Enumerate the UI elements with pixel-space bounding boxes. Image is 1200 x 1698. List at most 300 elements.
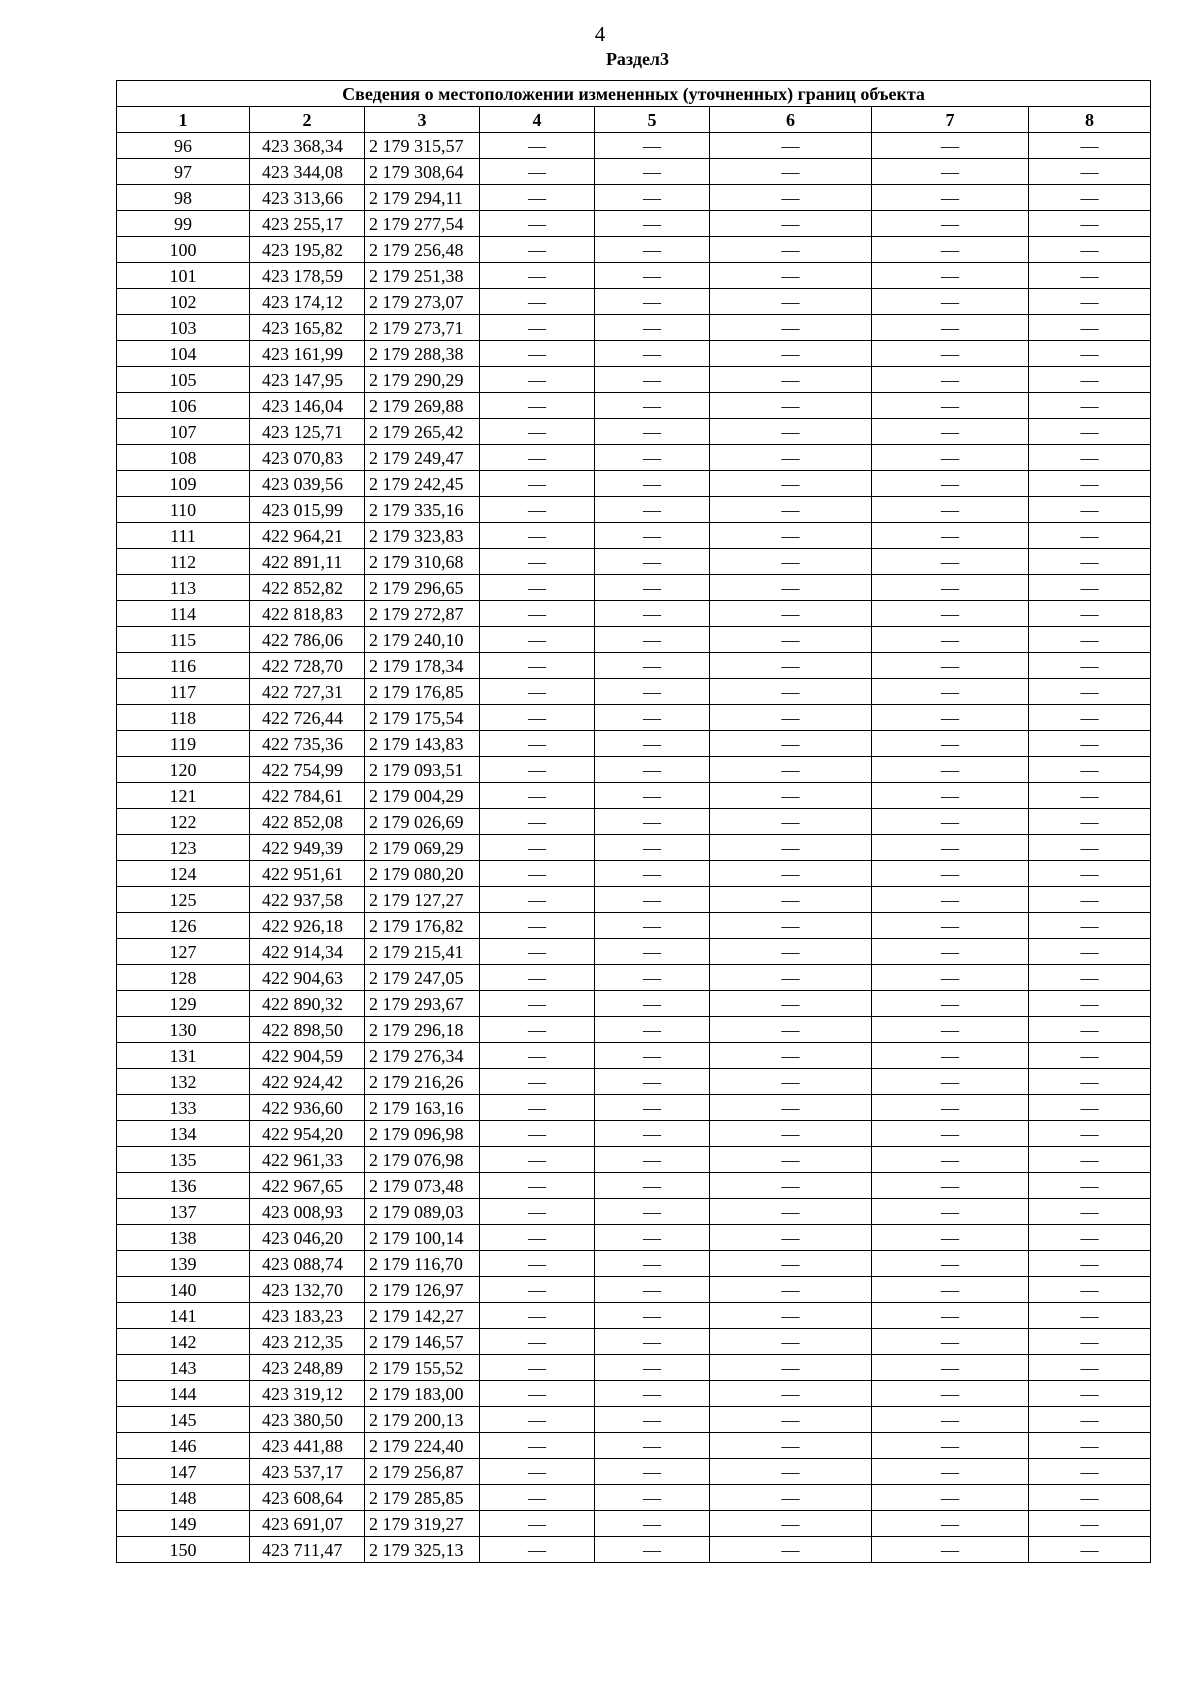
point-number-cell: 112 — [117, 549, 250, 575]
x-coordinate-cell: 423 441,88 — [250, 1433, 365, 1459]
point-number-cell: 115 — [117, 627, 250, 653]
empty-value-dash: — — [595, 263, 710, 289]
empty-value-dash: — — [872, 1147, 1029, 1173]
y-coordinate-cell: 2 179 277,54 — [365, 211, 480, 237]
empty-value-dash: — — [595, 1069, 710, 1095]
y-coordinate-cell: 2 179 163,16 — [365, 1095, 480, 1121]
point-number-cell: 130 — [117, 1017, 250, 1043]
x-coordinate-cell: 423 146,04 — [250, 393, 365, 419]
empty-value-dash: — — [872, 1407, 1029, 1433]
empty-value-dash: — — [710, 809, 872, 835]
point-number-cell: 127 — [117, 939, 250, 965]
empty-value-dash: — — [710, 1329, 872, 1355]
empty-value-dash: — — [710, 627, 872, 653]
empty-value-dash: — — [480, 1121, 595, 1147]
x-coordinate-cell: 423 608,64 — [250, 1485, 365, 1511]
empty-value-dash: — — [1029, 861, 1151, 887]
empty-value-dash: — — [710, 445, 872, 471]
empty-value-dash: — — [1029, 185, 1151, 211]
empty-value-dash: — — [595, 1355, 710, 1381]
empty-value-dash: — — [480, 1225, 595, 1251]
point-number-cell: 99 — [117, 211, 250, 237]
y-coordinate-cell: 2 179 127,27 — [365, 887, 480, 913]
empty-value-dash: — — [595, 1173, 710, 1199]
point-number-cell: 140 — [117, 1277, 250, 1303]
empty-value-dash: — — [710, 497, 872, 523]
x-coordinate-cell: 423 070,83 — [250, 445, 365, 471]
y-coordinate-cell: 2 179 272,87 — [365, 601, 480, 627]
y-coordinate-cell: 2 179 325,13 — [365, 1537, 480, 1563]
y-coordinate-cell: 2 179 026,69 — [365, 809, 480, 835]
point-number-cell: 147 — [117, 1459, 250, 1485]
table-row — [117, 159, 1151, 185]
empty-value-dash: — — [595, 1199, 710, 1225]
point-number-cell: 128 — [117, 965, 250, 991]
x-coordinate-cell: 423 691,07 — [250, 1511, 365, 1537]
column-header-4: 4 — [480, 107, 595, 133]
x-coordinate-cell: 422 852,08 — [250, 809, 365, 835]
empty-value-dash: — — [480, 575, 595, 601]
empty-value-dash: — — [595, 1251, 710, 1277]
empty-value-dash: — — [480, 939, 595, 965]
empty-value-dash: — — [872, 1225, 1029, 1251]
empty-value-dash: — — [872, 809, 1029, 835]
table-head — [117, 81, 1151, 133]
empty-value-dash: — — [710, 705, 872, 731]
empty-value-dash: — — [872, 835, 1029, 861]
y-coordinate-cell: 2 179 315,57 — [365, 133, 480, 159]
empty-value-dash: — — [480, 601, 595, 627]
column-header-8: 8 — [1029, 107, 1151, 133]
empty-value-dash: — — [710, 1199, 872, 1225]
table-row — [117, 1147, 1151, 1173]
empty-value-dash: — — [595, 549, 710, 575]
empty-value-dash: — — [1029, 315, 1151, 341]
table-row — [117, 523, 1151, 549]
empty-value-dash: — — [595, 237, 710, 263]
y-coordinate-cell: 2 179 200,13 — [365, 1407, 480, 1433]
empty-value-dash: — — [480, 887, 595, 913]
table-row — [117, 237, 1151, 263]
table-row — [117, 315, 1151, 341]
table-row — [117, 133, 1151, 159]
empty-value-dash: — — [1029, 1407, 1151, 1433]
x-coordinate-cell: 422 754,99 — [250, 757, 365, 783]
y-coordinate-cell: 2 179 126,97 — [365, 1277, 480, 1303]
x-coordinate-cell: 423 537,17 — [250, 1459, 365, 1485]
empty-value-dash: — — [595, 289, 710, 315]
empty-value-dash: — — [1029, 159, 1151, 185]
y-coordinate-cell: 2 179 215,41 — [365, 939, 480, 965]
point-number-cell: 100 — [117, 237, 250, 263]
empty-value-dash: — — [1029, 471, 1151, 497]
empty-value-dash: — — [710, 237, 872, 263]
empty-value-dash: — — [480, 445, 595, 471]
x-coordinate-cell: 422 818,83 — [250, 601, 365, 627]
table-caption: Сведения о местоположении измененных (уточненных) границ объекта — [117, 81, 1151, 107]
x-coordinate-cell: 423 178,59 — [250, 263, 365, 289]
empty-value-dash: — — [872, 861, 1029, 887]
column-header-row — [117, 107, 1151, 133]
point-number-cell: 102 — [117, 289, 250, 315]
empty-value-dash: — — [872, 705, 1029, 731]
empty-value-dash: — — [710, 1277, 872, 1303]
x-coordinate-cell: 423 088,74 — [250, 1251, 365, 1277]
empty-value-dash: — — [480, 757, 595, 783]
empty-value-dash: — — [710, 1407, 872, 1433]
empty-value-dash: — — [710, 211, 872, 237]
empty-value-dash: — — [710, 1225, 872, 1251]
y-coordinate-cell: 2 179 293,67 — [365, 991, 480, 1017]
empty-value-dash: — — [710, 939, 872, 965]
table-row — [117, 731, 1151, 757]
empty-value-dash: — — [872, 1433, 1029, 1459]
point-number-cell: 106 — [117, 393, 250, 419]
empty-value-dash: — — [480, 731, 595, 757]
x-coordinate-cell: 422 949,39 — [250, 835, 365, 861]
x-coordinate-cell: 422 936,60 — [250, 1095, 365, 1121]
table-row — [117, 1043, 1151, 1069]
table-row — [117, 1277, 1151, 1303]
empty-value-dash: — — [1029, 1355, 1151, 1381]
empty-value-dash: — — [1029, 1095, 1151, 1121]
empty-value-dash: — — [595, 1433, 710, 1459]
empty-value-dash: — — [595, 653, 710, 679]
empty-value-dash: — — [480, 523, 595, 549]
point-number-cell: 98 — [117, 185, 250, 211]
point-number-cell: 107 — [117, 419, 250, 445]
column-header-3: 3 — [365, 107, 480, 133]
empty-value-dash: — — [710, 1017, 872, 1043]
empty-value-dash: — — [710, 367, 872, 393]
point-number-cell: 108 — [117, 445, 250, 471]
x-coordinate-cell: 423 165,82 — [250, 315, 365, 341]
empty-value-dash: — — [480, 627, 595, 653]
table-row — [117, 549, 1151, 575]
empty-value-dash: — — [595, 1095, 710, 1121]
x-coordinate-cell: 423 195,82 — [250, 237, 365, 263]
empty-value-dash: — — [872, 939, 1029, 965]
table-row — [117, 1069, 1151, 1095]
empty-value-dash: — — [710, 601, 872, 627]
empty-value-dash: — — [1029, 445, 1151, 471]
empty-value-dash: — — [480, 237, 595, 263]
empty-value-dash: — — [710, 393, 872, 419]
empty-value-dash: — — [710, 1147, 872, 1173]
table-row — [117, 1459, 1151, 1485]
x-coordinate-cell: 422 891,11 — [250, 549, 365, 575]
table-row — [117, 991, 1151, 1017]
empty-value-dash: — — [710, 913, 872, 939]
empty-value-dash: — — [480, 471, 595, 497]
table-row — [117, 1537, 1151, 1563]
empty-value-dash: — — [480, 1433, 595, 1459]
column-header-1: 1 — [117, 107, 250, 133]
empty-value-dash: — — [480, 861, 595, 887]
empty-value-dash: — — [1029, 1303, 1151, 1329]
empty-value-dash: — — [480, 835, 595, 861]
y-coordinate-cell: 2 179 310,68 — [365, 549, 480, 575]
empty-value-dash: — — [1029, 991, 1151, 1017]
point-number-cell: 134 — [117, 1121, 250, 1147]
table-row — [117, 497, 1151, 523]
x-coordinate-cell: 423 380,50 — [250, 1407, 365, 1433]
empty-value-dash: — — [710, 1433, 872, 1459]
empty-value-dash: — — [872, 887, 1029, 913]
empty-value-dash: — — [872, 263, 1029, 289]
empty-value-dash: — — [480, 1199, 595, 1225]
empty-value-dash: — — [595, 679, 710, 705]
empty-value-dash: — — [595, 367, 710, 393]
empty-value-dash: — — [872, 1173, 1029, 1199]
empty-value-dash: — — [1029, 913, 1151, 939]
x-coordinate-cell: 422 951,61 — [250, 861, 365, 887]
empty-value-dash: — — [595, 1147, 710, 1173]
empty-value-dash: — — [595, 1381, 710, 1407]
empty-value-dash: — — [872, 1537, 1029, 1563]
empty-value-dash: — — [872, 627, 1029, 653]
y-coordinate-cell: 2 179 290,29 — [365, 367, 480, 393]
point-number-cell: 97 — [117, 159, 250, 185]
empty-value-dash: — — [480, 1017, 595, 1043]
empty-value-dash: — — [1029, 627, 1151, 653]
table-row — [117, 1017, 1151, 1043]
empty-value-dash: — — [872, 497, 1029, 523]
empty-value-dash: — — [1029, 1147, 1151, 1173]
empty-value-dash: — — [872, 471, 1029, 497]
empty-value-dash: — — [595, 1121, 710, 1147]
point-number-cell: 143 — [117, 1355, 250, 1381]
empty-value-dash: — — [710, 419, 872, 445]
empty-value-dash: — — [872, 1381, 1029, 1407]
x-coordinate-cell: 422 898,50 — [250, 1017, 365, 1043]
empty-value-dash: — — [710, 1121, 872, 1147]
empty-value-dash: — — [595, 341, 710, 367]
point-number-cell: 101 — [117, 263, 250, 289]
empty-value-dash: — — [710, 783, 872, 809]
table-row — [117, 1173, 1151, 1199]
empty-value-dash: — — [710, 1303, 872, 1329]
point-number-cell: 113 — [117, 575, 250, 601]
empty-value-dash: — — [595, 601, 710, 627]
point-number-cell: 146 — [117, 1433, 250, 1459]
y-coordinate-cell: 2 179 176,85 — [365, 679, 480, 705]
y-coordinate-cell: 2 179 224,40 — [365, 1433, 480, 1459]
empty-value-dash: — — [710, 887, 872, 913]
y-coordinate-cell: 2 179 100,14 — [365, 1225, 480, 1251]
empty-value-dash: — — [872, 1251, 1029, 1277]
x-coordinate-cell: 423 313,66 — [250, 185, 365, 211]
x-coordinate-cell: 423 008,93 — [250, 1199, 365, 1225]
empty-value-dash: — — [480, 1303, 595, 1329]
empty-value-dash: — — [710, 835, 872, 861]
empty-value-dash: — — [710, 549, 872, 575]
point-number-cell: 149 — [117, 1511, 250, 1537]
empty-value-dash: — — [595, 965, 710, 991]
empty-value-dash: — — [1029, 341, 1151, 367]
empty-value-dash: — — [1029, 783, 1151, 809]
empty-value-dash: — — [480, 705, 595, 731]
point-number-cell: 122 — [117, 809, 250, 835]
table-row — [117, 757, 1151, 783]
table-row — [117, 1329, 1151, 1355]
x-coordinate-cell: 423 125,71 — [250, 419, 365, 445]
point-number-cell: 129 — [117, 991, 250, 1017]
empty-value-dash: — — [1029, 1381, 1151, 1407]
column-header-5: 5 — [595, 107, 710, 133]
empty-value-dash: — — [872, 1017, 1029, 1043]
empty-value-dash: — — [480, 1381, 595, 1407]
empty-value-dash: — — [595, 991, 710, 1017]
empty-value-dash: — — [480, 1355, 595, 1381]
x-coordinate-cell: 422 786,06 — [250, 627, 365, 653]
y-coordinate-cell: 2 179 294,11 — [365, 185, 480, 211]
empty-value-dash: — — [595, 1485, 710, 1511]
table-row — [117, 1355, 1151, 1381]
x-coordinate-cell: 422 926,18 — [250, 913, 365, 939]
point-number-cell: 137 — [117, 1199, 250, 1225]
x-coordinate-cell: 423 711,47 — [250, 1537, 365, 1563]
x-coordinate-cell: 423 132,70 — [250, 1277, 365, 1303]
point-number-cell: 125 — [117, 887, 250, 913]
empty-value-dash: — — [595, 757, 710, 783]
empty-value-dash: — — [710, 1459, 872, 1485]
empty-value-dash: — — [595, 783, 710, 809]
x-coordinate-cell: 422 924,42 — [250, 1069, 365, 1095]
x-coordinate-cell: 423 183,23 — [250, 1303, 365, 1329]
point-number-cell: 123 — [117, 835, 250, 861]
empty-value-dash: — — [872, 419, 1029, 445]
x-coordinate-cell: 422 904,63 — [250, 965, 365, 991]
empty-value-dash: — — [872, 133, 1029, 159]
empty-value-dash: — — [480, 991, 595, 1017]
empty-value-dash: — — [872, 1511, 1029, 1537]
empty-value-dash: — — [480, 289, 595, 315]
empty-value-dash: — — [710, 1043, 872, 1069]
empty-value-dash: — — [595, 1537, 710, 1563]
x-coordinate-cell: 422 964,21 — [250, 523, 365, 549]
empty-value-dash: — — [872, 523, 1029, 549]
empty-value-dash: — — [872, 289, 1029, 315]
y-coordinate-cell: 2 179 116,70 — [365, 1251, 480, 1277]
empty-value-dash: — — [872, 367, 1029, 393]
empty-value-dash: — — [480, 809, 595, 835]
empty-value-dash: — — [1029, 211, 1151, 237]
table-row — [117, 627, 1151, 653]
empty-value-dash: — — [480, 315, 595, 341]
empty-value-dash: — — [595, 939, 710, 965]
y-coordinate-cell: 2 179 247,05 — [365, 965, 480, 991]
empty-value-dash: — — [595, 1329, 710, 1355]
point-number-cell: 118 — [117, 705, 250, 731]
empty-value-dash: — — [1029, 965, 1151, 991]
y-coordinate-cell: 2 179 080,20 — [365, 861, 480, 887]
empty-value-dash: — — [710, 679, 872, 705]
empty-value-dash: — — [480, 133, 595, 159]
empty-value-dash: — — [1029, 705, 1151, 731]
empty-value-dash: — — [480, 1095, 595, 1121]
table-body — [117, 133, 1151, 1563]
empty-value-dash: — — [1029, 601, 1151, 627]
y-coordinate-cell: 2 179 076,98 — [365, 1147, 480, 1173]
empty-value-dash: — — [872, 393, 1029, 419]
x-coordinate-cell: 422 890,32 — [250, 991, 365, 1017]
empty-value-dash: — — [595, 497, 710, 523]
point-number-cell: 126 — [117, 913, 250, 939]
column-header-2: 2 — [250, 107, 365, 133]
x-coordinate-cell: 422 784,61 — [250, 783, 365, 809]
y-coordinate-cell: 2 179 273,07 — [365, 289, 480, 315]
empty-value-dash: — — [710, 1173, 872, 1199]
point-number-cell: 135 — [117, 1147, 250, 1173]
empty-value-dash: — — [595, 1277, 710, 1303]
x-coordinate-cell: 423 212,35 — [250, 1329, 365, 1355]
empty-value-dash: — — [872, 159, 1029, 185]
empty-value-dash: — — [480, 549, 595, 575]
empty-value-dash: — — [1029, 575, 1151, 601]
empty-value-dash: — — [595, 887, 710, 913]
table-row — [117, 939, 1151, 965]
empty-value-dash: — — [595, 1017, 710, 1043]
y-coordinate-cell: 2 179 175,54 — [365, 705, 480, 731]
empty-value-dash: — — [1029, 757, 1151, 783]
point-number-cell: 114 — [117, 601, 250, 627]
empty-value-dash: — — [1029, 939, 1151, 965]
table-row — [117, 393, 1151, 419]
x-coordinate-cell: 422 937,58 — [250, 887, 365, 913]
point-number-cell: 150 — [117, 1537, 250, 1563]
empty-value-dash: — — [872, 211, 1029, 237]
table-row — [117, 705, 1151, 731]
empty-value-dash: — — [1029, 549, 1151, 575]
empty-value-dash: — — [480, 341, 595, 367]
x-coordinate-cell: 422 954,20 — [250, 1121, 365, 1147]
empty-value-dash: — — [480, 1043, 595, 1069]
x-coordinate-cell: 423 248,89 — [250, 1355, 365, 1381]
empty-value-dash: — — [480, 1147, 595, 1173]
x-coordinate-cell: 423 344,08 — [250, 159, 365, 185]
empty-value-dash: — — [480, 263, 595, 289]
empty-value-dash: — — [595, 1225, 710, 1251]
empty-value-dash: — — [1029, 1329, 1151, 1355]
table-row — [117, 1251, 1151, 1277]
table-caption-row — [117, 81, 1151, 107]
table-row — [117, 913, 1151, 939]
empty-value-dash: — — [1029, 1511, 1151, 1537]
empty-value-dash: — — [710, 471, 872, 497]
y-coordinate-cell: 2 179 296,65 — [365, 575, 480, 601]
empty-value-dash: — — [710, 861, 872, 887]
point-number-cell: 133 — [117, 1095, 250, 1121]
x-coordinate-cell: 423 046,20 — [250, 1225, 365, 1251]
empty-value-dash: — — [710, 1355, 872, 1381]
empty-value-dash: — — [1029, 887, 1151, 913]
empty-value-dash: — — [595, 419, 710, 445]
empty-value-dash: — — [595, 471, 710, 497]
point-number-cell: 103 — [117, 315, 250, 341]
table-row — [117, 575, 1151, 601]
empty-value-dash: — — [872, 575, 1029, 601]
empty-value-dash: — — [595, 1459, 710, 1485]
point-number-cell: 144 — [117, 1381, 250, 1407]
y-coordinate-cell: 2 179 089,03 — [365, 1199, 480, 1225]
empty-value-dash: — — [1029, 237, 1151, 263]
empty-value-dash: — — [710, 263, 872, 289]
empty-value-dash: — — [872, 1199, 1029, 1225]
empty-value-dash: — — [595, 835, 710, 861]
x-coordinate-cell: 422 735,36 — [250, 731, 365, 757]
empty-value-dash: — — [1029, 653, 1151, 679]
